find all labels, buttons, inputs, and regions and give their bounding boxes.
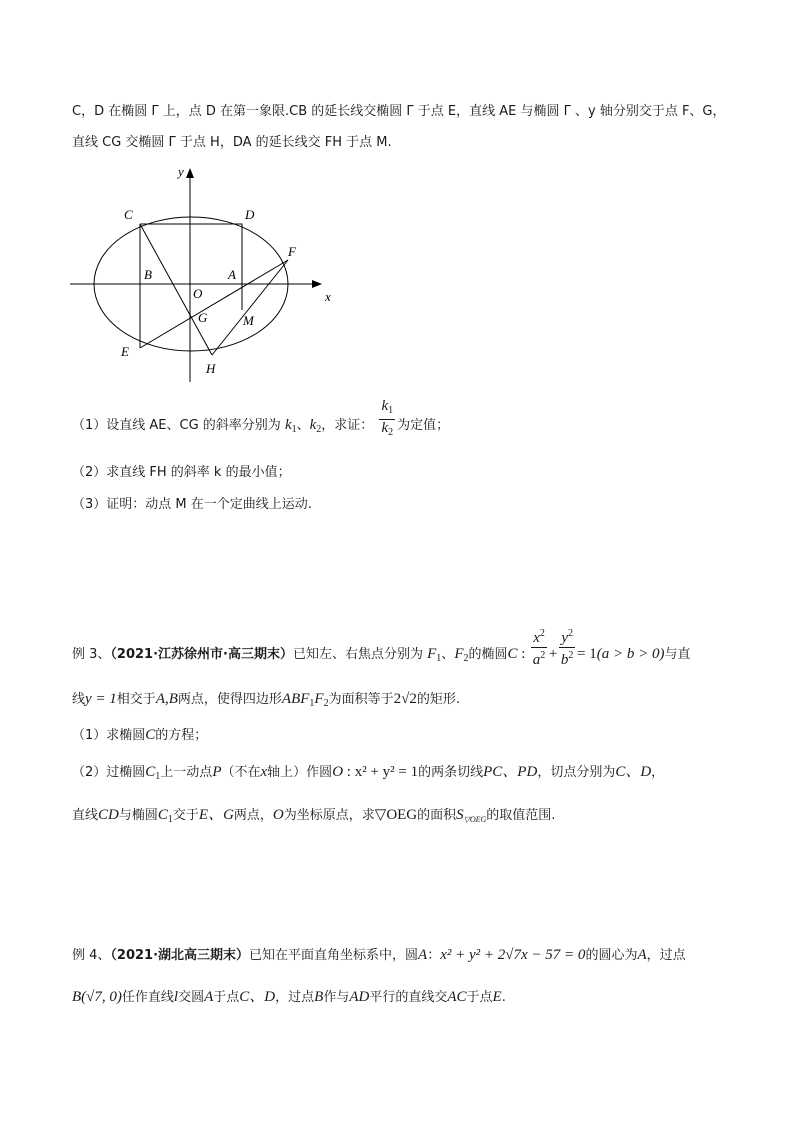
segment-cd-da — [140, 224, 242, 284]
label-a: A — [228, 267, 236, 282]
label-d: D — [245, 207, 255, 222]
example-3-line-1: 例 3、（2021·江苏徐州市·高三期末）已知左、右焦点分别为 $F_1$、$F_2$的椭圆C : $\frac{x^2}{a^2}$ + $\frac{y^2}{b^2}$ = 1(a > b > 0)与直 — [72, 628, 691, 668]
fraction-y2-b2: $\frac{y^2}{b^2}$ — [560, 628, 574, 668]
label-f: F — [288, 244, 296, 259]
example-4-line-2: B(√7, 0)任作直线l交圆A于点C、D，过点B作与AD平行的直线交AC于点E. — [72, 989, 506, 1005]
x-axis-arrow — [312, 280, 322, 288]
example-3-question-2: （2）过椭圆$C_1$上一动点P（不在x轴上）作圆O : x² + y² = 1的两条切线PC、PD，切点分别为C、D， — [72, 764, 665, 782]
label-b: B — [144, 267, 152, 282]
fraction-x2-a2: $\frac{x^2}{a^2}$ — [532, 628, 546, 668]
question-3: （3）证明：动点 M 在一个定曲线上运动. — [72, 497, 312, 512]
example-4-line-1: 例 4、（2021·湖北高三期末）已知在平面直角坐标系中，圆A：x² + y² + 2√7x − 57 = 0的圆心为A，过点 — [72, 947, 686, 963]
label-m: M — [243, 313, 254, 328]
example-3-question-1: （1）求椭圆C的方程； — [72, 727, 208, 743]
label-g: G — [198, 310, 208, 325]
label-y: y — [178, 164, 184, 179]
question-2: （2）求直线 FH 的斜率 k 的最小值； — [72, 465, 291, 480]
y-axis-arrow — [186, 168, 194, 178]
label-e: E — [121, 344, 129, 359]
example-3-line-2: 线y = 1相交于A,B两点，使得四边形$ABF_1F_2$为面积等于2√2的矩形. — [72, 691, 460, 709]
label-x: x — [325, 289, 331, 304]
line-fh — [212, 260, 288, 355]
problem-intro-line-1: C，D 在椭圆 Γ 上，点 D 在第一象限.CB 的延长线交椭圆 Γ 于点 E，直线 AE 与椭圆 Γ 、y 轴分别交于点 F、G， — [72, 104, 726, 119]
example-3-question-2-cont: 直线CD与椭圆$C_1$交于E、G两点，O为坐标原点，求▽OEG的面积$S_{▽OEG}$的取值范围. — [72, 807, 556, 825]
label-h: H — [206, 361, 216, 376]
problem-intro-line-2: 直线 CG 交椭圆 Γ 于点 H，DA 的延长线交 FH 于点 M. — [72, 135, 392, 150]
ellipse-figure — [60, 160, 360, 385]
label-o: O — [193, 286, 203, 301]
question-1: （1）设直线 AE、CG 的斜率分别为 $k_1$、$k_2$，求证： $\frac{k_1}{k_2}$ 为定值； — [72, 410, 449, 441]
label-c: C — [124, 207, 133, 222]
line-ef — [140, 260, 288, 348]
fraction-k1-k2: $\frac{k_1}{k_2}$ — [381, 398, 394, 438]
